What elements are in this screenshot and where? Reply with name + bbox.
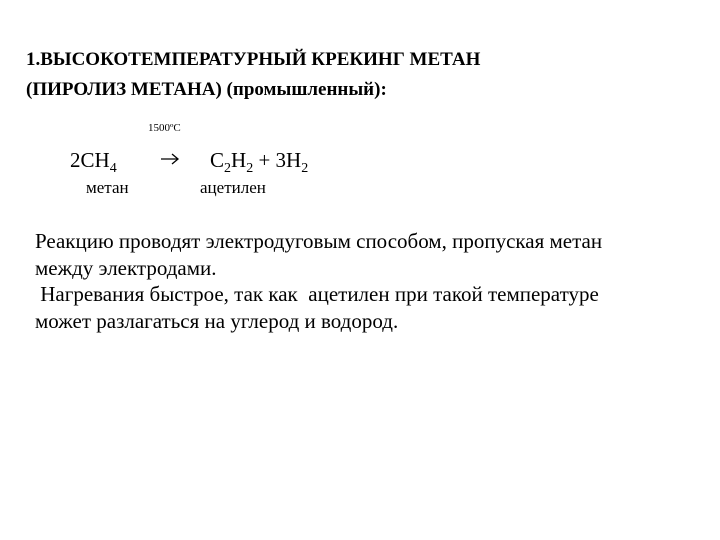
body-line-1: Реакцию проводят электродуговым способом, пропуская метан — [35, 229, 603, 253]
reaction-condition: 1500ºC — [148, 122, 181, 134]
body-line-3: Нагревания быстрое, так как ацетилен при такой температуре — [35, 282, 599, 306]
product-h-subscript: 2 — [246, 161, 254, 176]
reactant-name: метан — [86, 178, 129, 197]
reactant-formula — [70, 148, 117, 176]
product-h: H — [231, 148, 247, 172]
product-formula — [210, 148, 309, 176]
body-line-4: может разлагаться на углерод и водород. — [35, 308, 399, 333]
product-c: C — [210, 148, 225, 172]
reactant-subscript: 4 — [109, 161, 117, 176]
reactant-main: 2CH — [70, 148, 110, 172]
heading-line-2: (ПИРОЛИЗ МЕТАНА) (промышленный): — [26, 79, 387, 100]
body-line-2: между электродами. — [35, 255, 217, 280]
product-c-subscript: 2 — [224, 161, 232, 176]
product-h2-subscript: 2 — [301, 161, 309, 176]
right-arrow-icon — [160, 152, 180, 166]
heading-line-1: 1.ВЫСОКОТЕМПЕРАТУРНЫЙ КРЕКИНГ МЕТАН — [26, 49, 481, 70]
slide-heading — [26, 45, 706, 105]
body-paragraph — [35, 228, 705, 334]
product-plus-h2: + 3H — [253, 148, 302, 172]
product-name: ацетилен — [200, 178, 266, 197]
